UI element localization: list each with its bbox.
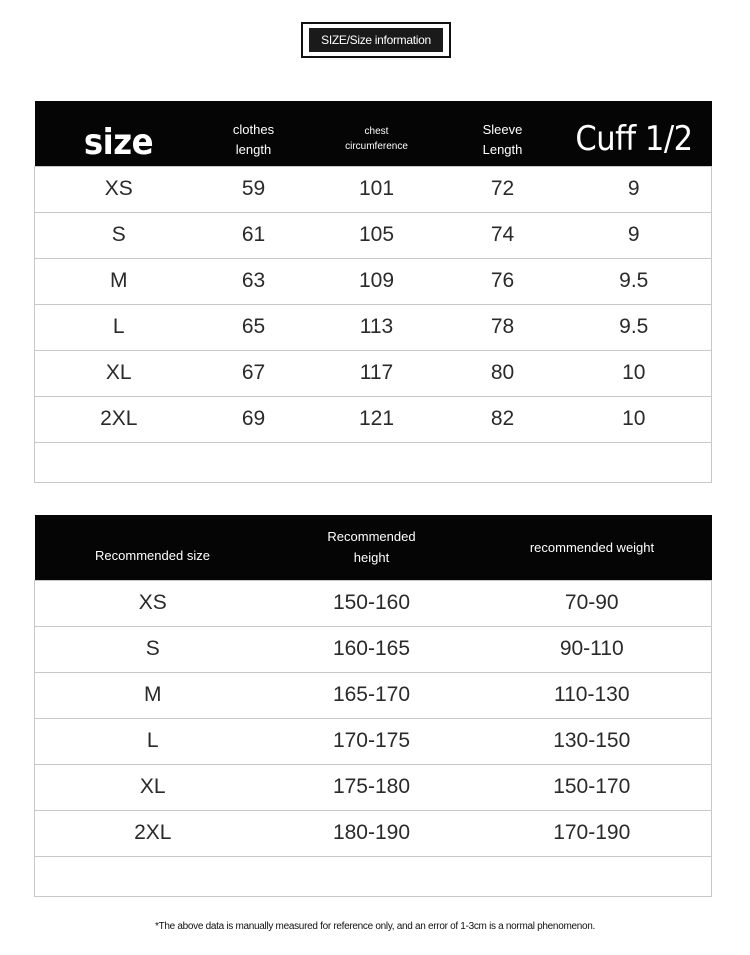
table-cell: 160-165: [271, 626, 473, 672]
table-row: [35, 810, 712, 856]
table-cell: M: [35, 672, 271, 718]
empty-row: [35, 442, 712, 482]
table-row: [35, 166, 712, 212]
empty-cell: [305, 442, 449, 482]
header-clothes-length: clothes length: [203, 101, 305, 166]
table-cell: 63: [203, 258, 305, 304]
header-cuff: Cuff 1/2: [557, 101, 712, 166]
table-cell: 59: [203, 166, 305, 212]
empty-row: [35, 856, 712, 896]
table-row: [35, 626, 712, 672]
empty-cell: [271, 856, 473, 896]
table-cell: S: [35, 212, 203, 258]
header-size: size: [35, 101, 203, 166]
table-cell: 170-190: [473, 810, 712, 856]
table-cell: 70-90: [473, 580, 712, 626]
table-cell: 9: [557, 212, 712, 258]
table-cell: XL: [35, 764, 271, 810]
empty-cell: [473, 856, 712, 896]
table-row: [35, 212, 712, 258]
empty-cell: [557, 442, 712, 482]
empty-cell: [35, 856, 271, 896]
table-cell: 150-160: [271, 580, 473, 626]
title-frame: [301, 22, 451, 58]
table-cell: 78: [449, 304, 557, 350]
table-cell: 72: [449, 166, 557, 212]
table-cell: XS: [35, 580, 271, 626]
recommend-table-header: [35, 515, 712, 580]
recommend-table: [34, 515, 712, 897]
table-cell: L: [35, 304, 203, 350]
table-cell: 101: [305, 166, 449, 212]
table-row: [35, 580, 712, 626]
table-cell: 130-150: [473, 718, 712, 764]
table-row: [35, 396, 712, 442]
table-cell: 170-175: [271, 718, 473, 764]
table-cell: L: [35, 718, 271, 764]
table-cell: 80: [449, 350, 557, 396]
table-cell: 61: [203, 212, 305, 258]
table-cell: 150-170: [473, 764, 712, 810]
table-cell: 82: [449, 396, 557, 442]
table-cell: 74: [449, 212, 557, 258]
header-recommended-height: Recommended height: [271, 515, 473, 580]
empty-cell: [449, 442, 557, 482]
table-cell: 9: [557, 166, 712, 212]
table-cell: 69: [203, 396, 305, 442]
table-cell: 113: [305, 304, 449, 350]
table-cell: 117: [305, 350, 449, 396]
table-row: [35, 350, 712, 396]
table-row: [35, 718, 712, 764]
table-cell: 76: [449, 258, 557, 304]
table-cell: XL: [35, 350, 203, 396]
table-cell: 110-130: [473, 672, 712, 718]
table-cell: 10: [557, 350, 712, 396]
header-sleeve-length: Sleeve Length: [449, 101, 557, 166]
table-cell: 175-180: [271, 764, 473, 810]
table-cell: 9.5: [557, 258, 712, 304]
table-row: [35, 258, 712, 304]
header-chest-circumference: chest circumference: [305, 101, 449, 166]
header-recommended-weight: recommended weight: [473, 515, 712, 580]
table-cell: XS: [35, 166, 203, 212]
table-cell: 67: [203, 350, 305, 396]
table-cell: M: [35, 258, 203, 304]
table-row: [35, 764, 712, 810]
table-cell: 90-110: [473, 626, 712, 672]
table-cell: 105: [305, 212, 449, 258]
table-row: [35, 304, 712, 350]
table-cell: 2XL: [35, 810, 271, 856]
empty-cell: [35, 442, 203, 482]
table-cell: 165-170: [271, 672, 473, 718]
page-title: SIZE/Size information: [309, 28, 443, 52]
header-recommended-size: Recommended size: [35, 515, 271, 580]
table-cell: 2XL: [35, 396, 203, 442]
table-cell: 180-190: [271, 810, 473, 856]
table-cell: 65: [203, 304, 305, 350]
footnote: *The above data is manually measured for reference only, and an error of 1-3cm is a normal phenomenon.: [154, 921, 596, 932]
table-cell: 109: [305, 258, 449, 304]
size-table: [34, 101, 712, 483]
table-cell: 121: [305, 396, 449, 442]
table-cell: S: [35, 626, 271, 672]
table-row: [35, 672, 712, 718]
table-cell: 9.5: [557, 304, 712, 350]
empty-cell: [203, 442, 305, 482]
table-cell: 10: [557, 396, 712, 442]
size-table-header: [35, 101, 712, 166]
